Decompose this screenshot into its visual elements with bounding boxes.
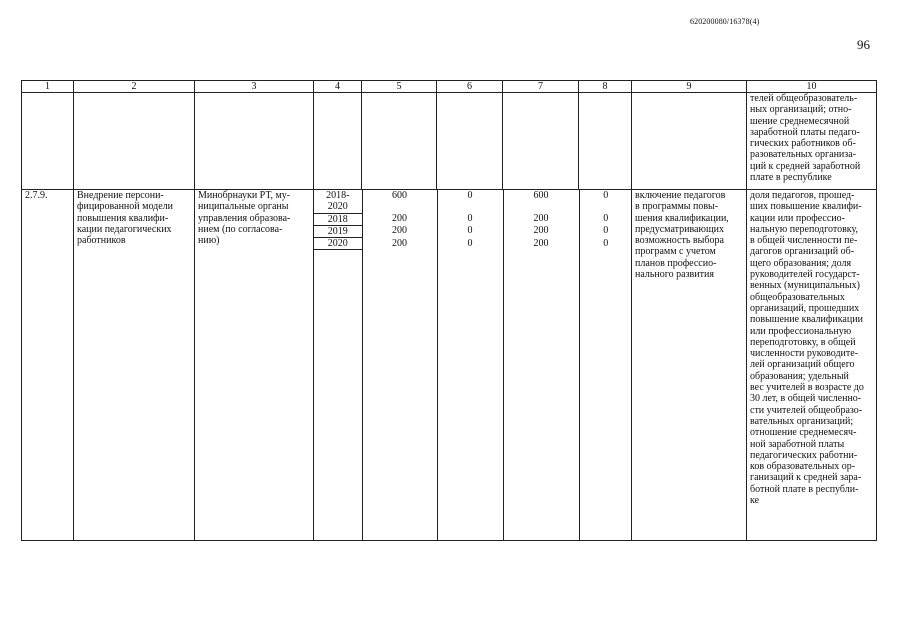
header-cell: 6	[437, 81, 503, 93]
year-cell: 2019	[314, 225, 362, 237]
header-cell: 5	[362, 81, 437, 93]
year-row	[314, 190, 632, 213]
value-cell: 200	[362, 238, 437, 250]
value-cell: 200	[503, 213, 579, 225]
measure-name: Внедрение персони- фицированной модели повышения квалифи- кации педагогических работников	[74, 190, 195, 541]
value-cell: 0	[437, 213, 503, 225]
header-cell: 7	[503, 81, 579, 93]
continuation-row	[22, 93, 877, 190]
value-cell: 0	[603, 190, 609, 201]
value-cell: 200	[503, 225, 579, 237]
year-row	[314, 225, 632, 237]
year-cell: 2020	[314, 238, 362, 250]
executor: Минобрнауки РТ, му- ниципальные органы управления образова- нием (по согласова- нию)	[195, 190, 314, 541]
page-number: 96	[857, 37, 870, 52]
header-cell: 2	[74, 81, 195, 93]
value-cell: 200	[503, 238, 579, 250]
header-cell: 10	[747, 81, 877, 93]
value-cell: 600	[503, 190, 579, 213]
finance-block	[314, 190, 632, 541]
value-cell: 0	[437, 238, 503, 250]
year-row	[314, 238, 632, 250]
row-number: 2.7.9.	[22, 190, 74, 541]
indicators: доля педагогов, прошед- ших повышение квалифи- кации или профессио- нальную переподготовку, в общей численности пе- дагогов организаций об- щего образования; доля руководителей государст- венных (муниципальных) общеобразовательных организаций, прошедших повышение квалификации или профессиональную переподготовку, в общей численности руководите- лей организаций общего образования; удельный вес учителей в возрасте до 30 лет, в общей численно- сти учителей общеобразо- вательных организаций; отношение среднемесяч- ной заработной платы педагогических работни- ков образовательных ор- ганизаций к средней зара- ботной плате в республи- ке	[747, 190, 877, 541]
value-cell: 200	[362, 213, 437, 225]
document-id: 620200080/16378(4)	[690, 17, 760, 26]
value-cell: 600	[362, 190, 437, 213]
header-cell: 9	[632, 81, 747, 93]
year-row	[314, 213, 632, 225]
header-cell: 3	[195, 81, 314, 93]
header-row	[22, 81, 877, 93]
value-cell: 0	[603, 213, 609, 225]
expected-result: включение педагогов в программы повы- шения квалификации, предусматривающих возможность выбора программ с учетом планов профессио- нального развития	[632, 190, 747, 541]
year-cell: 2018	[314, 213, 362, 225]
value-cell: 0	[603, 237, 609, 249]
continuation-indicators: телей общеобразователь- ных организаций; отно- шение среднемесячной заработной платы педаго- гических работников об- разовательных организа- ций к средней заработной плате в республике	[747, 93, 877, 190]
value-cell: 0	[437, 225, 503, 237]
program-table	[21, 80, 877, 541]
value-cell: 0	[603, 225, 609, 237]
value-cell: 200	[362, 225, 437, 237]
header-cell: 4	[314, 81, 362, 93]
table-row	[22, 190, 877, 541]
header-cell: 1	[22, 81, 74, 93]
header-cell: 8	[579, 81, 632, 93]
year-cell: 2018- 2020	[314, 190, 362, 213]
value-cell: 0	[437, 190, 503, 213]
